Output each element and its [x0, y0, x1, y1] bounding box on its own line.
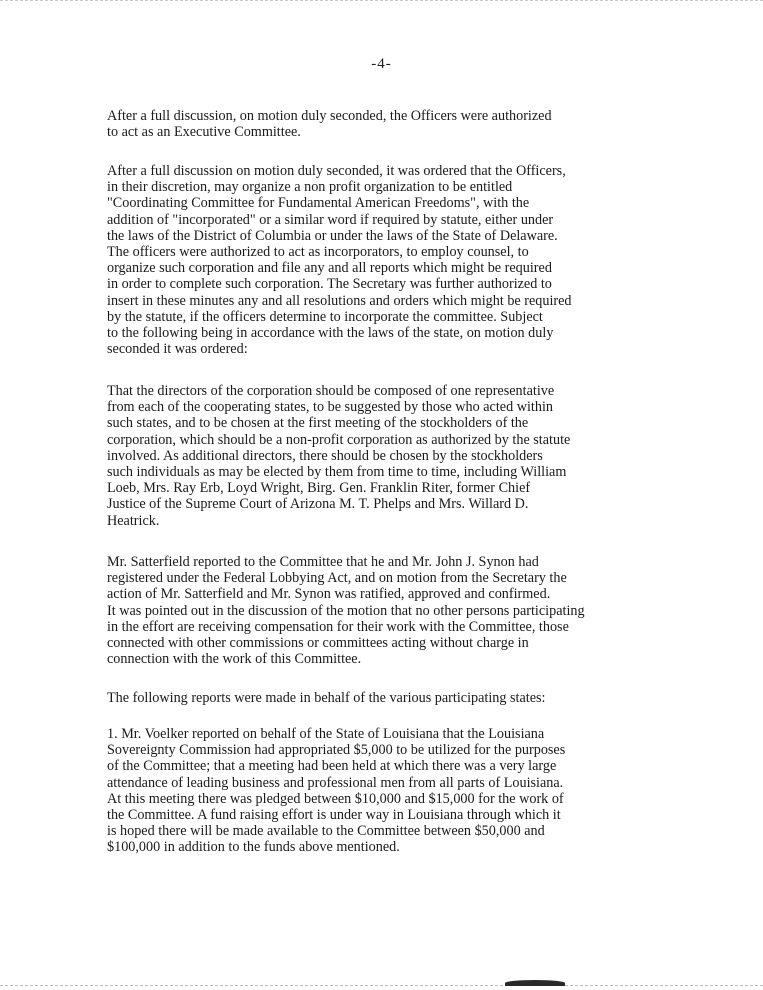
paragraph-directors: [107, 383, 570, 529]
text-line: addition of "incorporated" or a similar word if required by statute, either under: [107, 211, 554, 228]
text-line: seconded it was ordered:: [107, 341, 248, 358]
text-line: Heatrick.: [107, 512, 160, 529]
text-line: involved. As additional directors, there should be chosen by the stockholders: [107, 447, 543, 464]
text-line: to act as an Executive Committee.: [107, 124, 301, 141]
text-line: registered under the Federal Lobbying Act, and on motion from the Secretary the: [107, 570, 567, 587]
text-line: the laws of the District of Columbia or under the laws of the State of Delaware.: [107, 227, 558, 244]
text-line: to the following being in accordance with the laws of the state, on motion duly: [107, 325, 554, 342]
text-line: such states, and to be chosen at the first meeting of the stockholders of the: [107, 415, 529, 432]
page-number: -4-: [371, 56, 392, 72]
text-line: "Coordinating Committee for Fundamental American Freedoms", with the: [107, 195, 530, 212]
text-line: such individuals as may be elected by them from time to time, including William: [107, 464, 567, 481]
text-line: It was pointed out in the discussion of the motion that no other persons participating: [107, 602, 585, 619]
text-line: Sovereignty Commission had appropriated $5,000 to be utilized for the purposes: [107, 742, 566, 759]
text-line: After a full discussion, on motion duly seconded, the Officers were authorized: [107, 108, 552, 124]
scan-artifact: [505, 980, 565, 986]
text-line: That the directors of the corporation should be composed of one representative: [107, 383, 555, 399]
text-line: of the Committee; that a meeting had been held at which there was a very large: [107, 758, 557, 775]
text-line: Justice of the Supreme Court of Arizona M. T. Phelps and Mrs. Willard D.: [107, 496, 529, 513]
text-line: attendance of leading business and professional men from all parts of Louisiana.: [107, 774, 564, 791]
text-line: action of Mr. Satterfield and Mr. Synon was ratified, approved and confirmed.: [107, 586, 551, 603]
text-line: is hoped there will be made available to the Committee between $50,000 and: [107, 823, 545, 840]
text-line: from each of the cooperating states, to be suggested by those who acted within: [107, 399, 553, 416]
text-line: by the statute, if the officers determine to incorporate the committee. Subject: [107, 308, 543, 325]
paragraph-executive-committee: [107, 108, 552, 140]
paragraph-lobbying-act: [107, 554, 585, 667]
paragraph-louisiana-report: [107, 726, 565, 856]
text-line: insert in these minutes any and all resolutions and orders which might be required: [107, 292, 572, 309]
text-line: The following reports were made in behalf of the various participating states:: [107, 690, 546, 706]
text-line: After a full discussion on motion duly seconded, it was ordered that the Officers,: [107, 163, 566, 179]
text-line: $100,000 in addition to the funds above mentioned.: [107, 839, 400, 856]
text-line: At this meeting there was pledged between $10,000 and $15,000 for the work of: [107, 790, 564, 807]
text-line: in their discretion, may organize a non profit organization to be entitled: [107, 179, 513, 196]
top-edge-rule: [0, 0, 763, 3]
text-line: in the effort are receiving compensation for their work with the Committee, those: [107, 618, 569, 635]
text-line: organize such corporation and file any and all reports which might be required: [107, 260, 552, 277]
text-line: corporation, which should be a non-profit corporation as authorized by the statute: [107, 431, 571, 448]
text-line: connection with the work of this Committee.: [107, 651, 362, 668]
paragraph-state-reports-intro: [107, 690, 546, 706]
text-line: 1. Mr. Voelker reported on behalf of the State of Louisiana that the Louisiana: [107, 726, 545, 742]
paragraph-organize-corporation: [107, 163, 572, 357]
text-line: Mr. Satterfield reported to the Committee that he and Mr. John J. Synon had: [107, 554, 539, 570]
text-line: connected with other commissions or committees acting without charge in: [107, 635, 529, 652]
text-line: in order to complete such corporation. The Secretary was further authorized to: [107, 276, 552, 293]
text-line: the Committee. A fund raising effort is under way in Louisiana through which it: [107, 807, 561, 824]
text-line: Loeb, Mrs. Ray Erb, Loyd Wright, Birg. Gen. Franklin Riter, former Chief: [107, 480, 531, 497]
bottom-edge-rule: [0, 985, 763, 988]
text-line: The officers were authorized to act as incorporators, to employ counsel, to: [107, 244, 529, 261]
